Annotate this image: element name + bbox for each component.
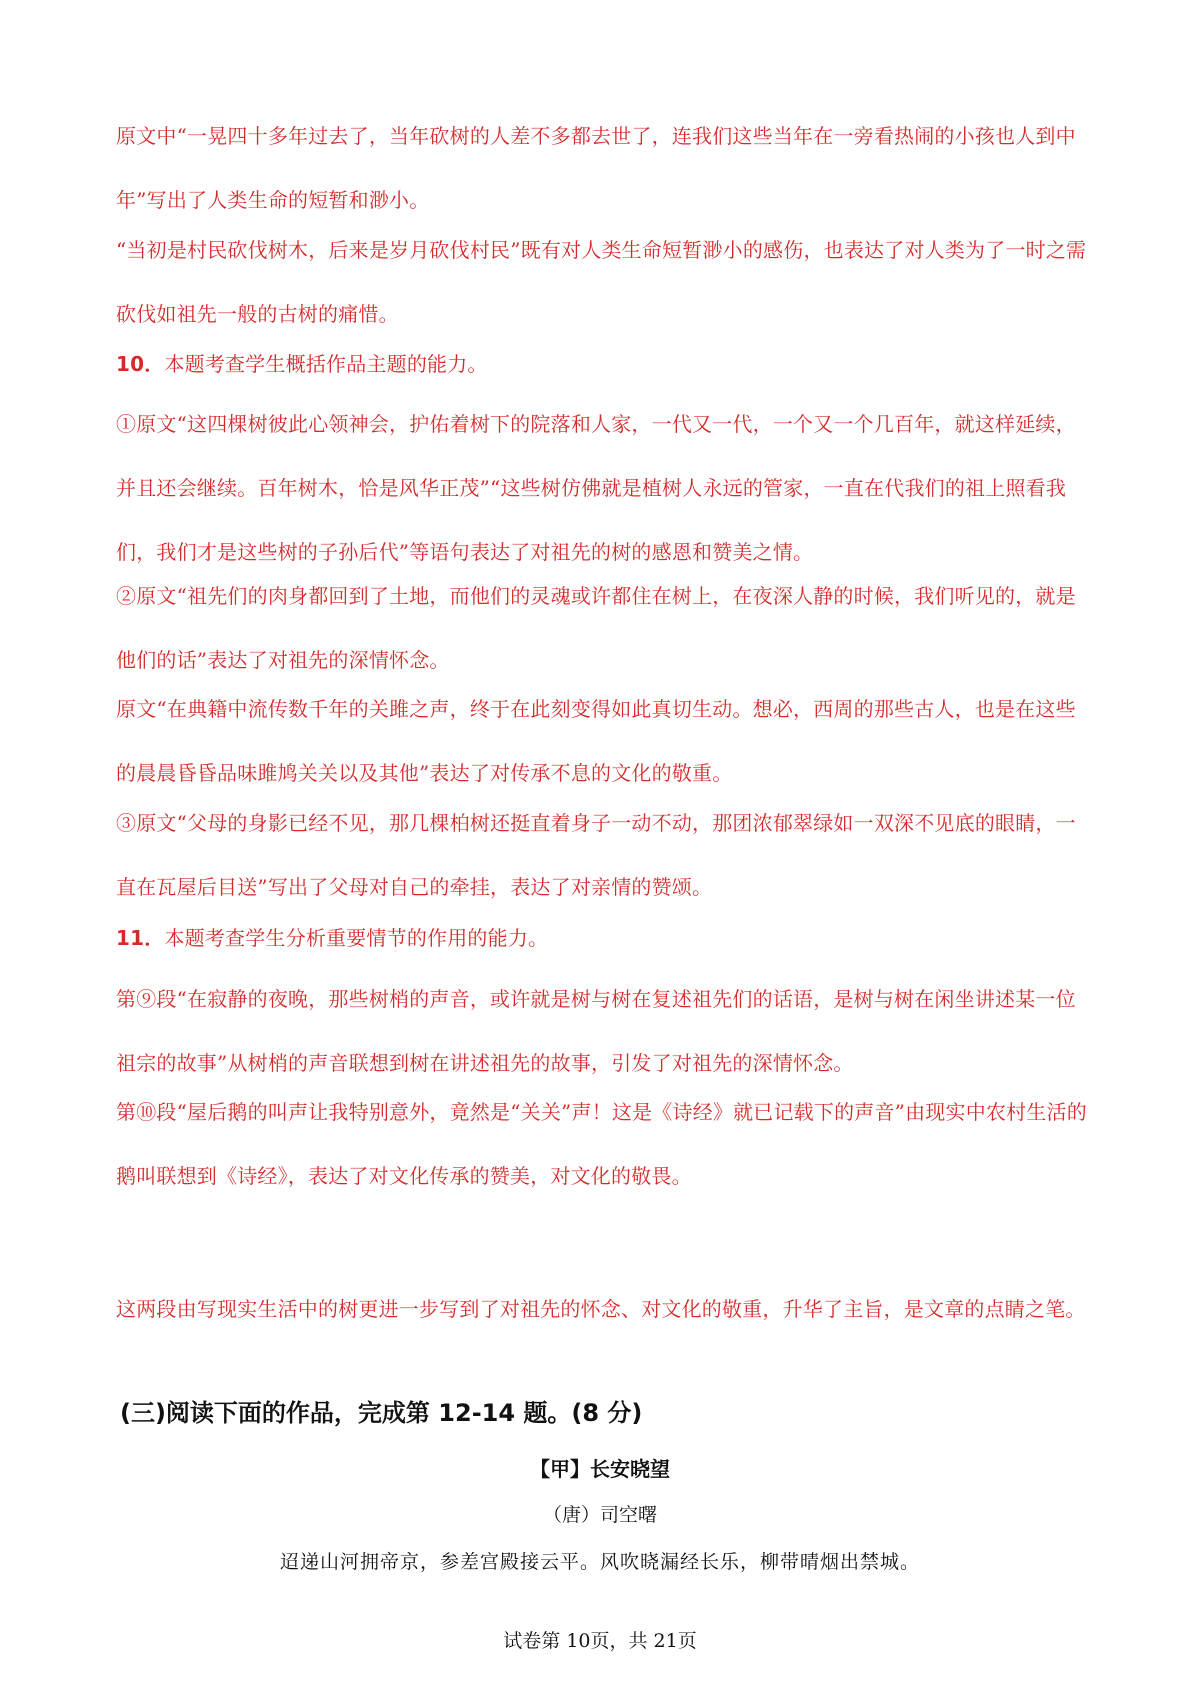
section-3-title: (三)阅读下面的作品，完成第 12-14 题。(8 分) [120, 1399, 643, 1427]
answer-paragraph-5: 原文“在典籍中流传数千年的关雎之声，终于在此刻变得如此真切生动。想必，西周的那些古人，也是在这些的晨晨昏昏品味雎鸠关关以及其他”表达了对传承不息的文化的敬重。 [116, 697, 1076, 785]
poem-line-1: 迢递山河拥帝京，参差宫殿接云平。风吹晓漏经长乐，柳带晴烟出禁城。 [279, 1551, 920, 1573]
answer-paragraph-8: 第⑩段“屋后鹅的叫声让我特别意外，竟然是“关关”声！这是《诗经》就已记载下的声音”由现实中农村生活的鹅叫联想到《诗经》，表达了对文化传承的赞美，对文化的敬畏。 [116, 1100, 1087, 1188]
poem-title: 【甲】长安晓望 [530, 1457, 670, 1481]
answer-paragraph-1: 原文中“一晃四十多年过去了，当年砍树的人差不多都去世了，连我们这些当年在一旁看热闹的小孩也人到中年”写出了人类生命的短暂和渺小。 [116, 124, 1076, 212]
question-10-title: 本题考查学生概括作品主题的能力。 [164, 352, 488, 376]
question-11-title: 本题考查学生分析重要情节的作用的能力。 [164, 926, 549, 950]
page-footer: 试卷第 10页，共 21页 [503, 1630, 697, 1652]
answer-paragraph-9: 这两段由写现实生活中的树更进一步写到了对祖先的怀念、对文化的敬重，升华了主旨，是文章的点睛之笔。 [116, 1297, 1086, 1321]
poem-author: （唐）司空曙 [542, 1504, 657, 1526]
question-11-heading [116, 906, 1091, 970]
answer-paragraph-3: ①原文“这四棵树彼此心领神会，护佑着树下的院落和人家，一代又一代，一个又一个几百年，就这样延续，并且还会继续。百年树木，恰是风华正茂”“这些树仿佛就是植树人永远的管家，一直在代我们的祖上照看我们，我们才是这些树的子孙后代”等语句表达了对祖先的树的感恩和赞美之情。 [116, 412, 1076, 564]
question-10-heading [116, 332, 1091, 396]
answer-paragraph-6: ③原文“父母的身影已经不见，那几棵柏树还挺直着身子一动不动，那团浓郁翠绿如一双深不见底的眼睛，一直在瓦屋后目送”写出了父母对自己的牵挂，表达了对亲情的赞颂。 [116, 811, 1076, 899]
question-11-number: 11． [116, 926, 165, 950]
answer-paragraph-4: ②原文“祖先们的肉身都回到了土地，而他们的灵魂或许都住在树上，在夜深人静的时候，我们听见的，就是他们的话”表达了对祖先的深情怀念。 [116, 584, 1076, 672]
question-10-number: 10． [116, 352, 165, 376]
answer-paragraph-7: 第⑨段“在寂静的夜晚，那些树梢的声音，或许就是树与树在复述祖先们的话语，是树与树在闲坐讲述某一位祖宗的故事”从树梢的声音联想到树在讲述祖先的故事，引发了对祖先的深情怀念。 [116, 987, 1076, 1075]
answer-paragraph-2: “当初是村民砍伐树木，后来是岁月砍伐村民”既有对人类生命短暂渺小的感伤，也表达了对人类为了一时之需砍伐如祖先一般的古树的痛惜。 [116, 238, 1087, 326]
